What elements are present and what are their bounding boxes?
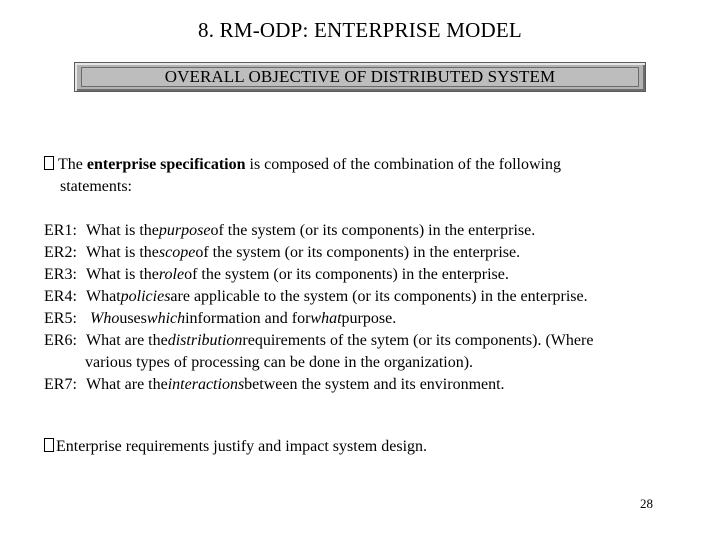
statement-er4: ER4: What policies are applicable to the system (or its components) in the enterprise. (44, 288, 588, 305)
statement-er1: ER1: What is the purpose of the system (or its components) in the enterprise. (44, 222, 536, 239)
statement-er7: ER7: What are the interactions between the system and its environment. (44, 376, 505, 393)
intro-line-1: The enterprise specification is composed of the combination of the following (58, 156, 561, 173)
closing-paragraph (44, 436, 684, 458)
statement-list (44, 220, 694, 396)
statement-er6: ER6: What are the distribution requirements of the sytem (or its components). (Where (44, 332, 594, 349)
missing-glyph-icon (44, 156, 54, 170)
intro-line-2: statements: (60, 178, 132, 195)
slide-title: 8. RM-ODP: ENTERPRISE MODEL (198, 18, 522, 42)
intro-paragraph (44, 154, 684, 198)
closing-text: Enterprise requirements justify and impact system design. (56, 438, 428, 455)
intro-bold-term: enterprise specification (86, 156, 246, 173)
page-number: 28 (640, 496, 653, 511)
statement-er6-continuation: various types of processing can be done in the organization). (85, 354, 474, 371)
statement-er2: ER2: What is the scope of the system (or its components) in the enterprise. (44, 244, 521, 261)
statement-er5: ER5: Who uses which information and for what purpose. (44, 310, 397, 327)
banner-label: OVERALL OBJECTIVE OF DISTRIBUTED SYSTEM (81, 67, 639, 87)
objective-banner (74, 62, 646, 92)
statement-er3: ER3: What is the role of the system (or its components) in the enterprise. (44, 266, 509, 283)
missing-glyph-icon (44, 438, 54, 452)
